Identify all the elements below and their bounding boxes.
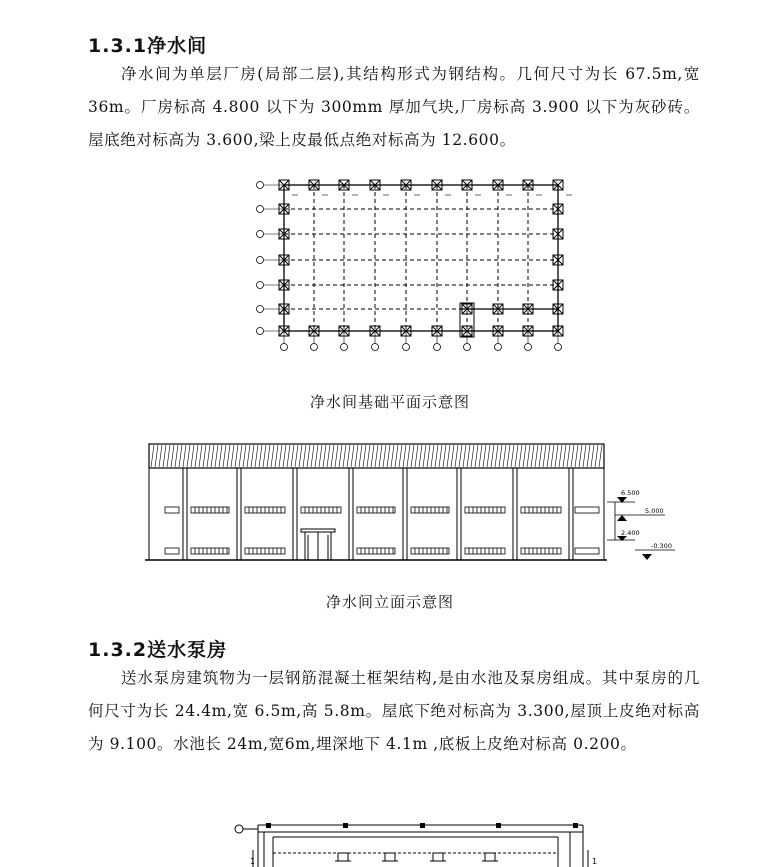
section-paragraph-1: 净水间为单层厂房(局部二层),其结构形式为钢结构。几何尺寸为长 67.5m,宽 36m。厂房标高 4.800 以下为 300mm 厚加气块,厂房标高 3.900 以下为灰砂砖。屋底绝对标高为 3.600,梁上皮最低点绝对标高为 12.600。 — [88, 65, 700, 149]
level-label-3: 2.400 — [621, 529, 640, 537]
elevation-drawing — [145, 440, 675, 570]
pump-house-drawing — [228, 820, 608, 867]
foundation-plan-drawing — [250, 175, 575, 370]
section-heading-2: 1.3.2送水泵房 — [88, 639, 228, 661]
level-label-4: -0.300 — [651, 542, 672, 550]
section-heading-1: 1.3.1净水间 — [88, 35, 208, 57]
elevation-caption: 净水间立面示意图 — [325, 593, 454, 611]
foundation-plan-caption: 净水间基础平面示意图 — [309, 393, 470, 411]
axis-label-left: 1 — [250, 857, 256, 866]
level-label-1: 6.500 — [621, 489, 640, 497]
section-paragraph-2: 送水泵房建筑物为一层钢筋混凝土框架结构,是由水池及泵房组成。其中泵房的几何尺寸为长 24.4m,宽 6.5m,高 5.8m。屋底下绝对标高为 3.300,屋顶上皮绝对标高为 9.100。水池长 24m,宽6m,埋深地下 4.1m ,底板上皮绝对标高 0.200。 — [88, 669, 700, 753]
level-label-2: 5.000 — [645, 507, 664, 515]
axis-label-right: 1 — [592, 857, 598, 866]
